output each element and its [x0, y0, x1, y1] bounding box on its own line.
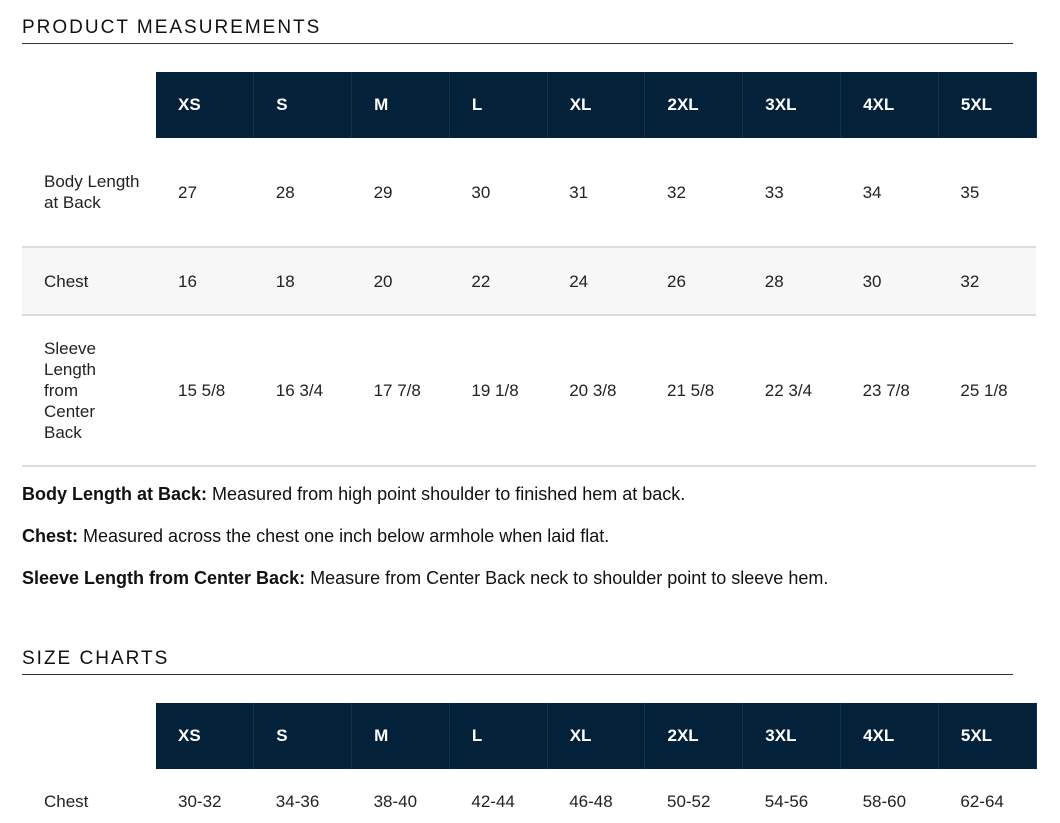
section-title-product-measurements: PRODUCT MEASUREMENTS [22, 17, 322, 38]
table-cell: 28 [743, 247, 841, 315]
table-cell: 33 [743, 138, 841, 247]
size-header-s: S [254, 72, 352, 138]
table-cell: 18 [254, 247, 352, 315]
table-row-chest [22, 769, 1036, 823]
table-cell: 27 [156, 138, 254, 247]
note-sleeve-length [22, 568, 828, 589]
table-cell: 16 3/4 [254, 315, 352, 466]
table-cell: 30 [449, 138, 547, 247]
header-blank-cell [22, 72, 156, 138]
size-header-xs: XS [156, 72, 254, 138]
table-cell: 15 5/8 [156, 315, 254, 466]
table-cell: 32 [938, 247, 1036, 315]
note-text: Measured across the chest one inch below armhole when laid flat. [78, 526, 610, 546]
table-row-sleeve-length [22, 315, 1036, 466]
row-label-chest: Chest [44, 791, 89, 811]
table-cell: 28 [254, 138, 352, 247]
size-header-3xl: 3XL [743, 703, 841, 769]
size-header-5xl: 5XL [938, 703, 1036, 769]
table-row-chest [22, 247, 1036, 315]
table-cell: 34 [841, 138, 939, 247]
table-cell: 24 [547, 247, 645, 315]
size-header-xl: XL [547, 703, 645, 769]
table-cell: 26 [645, 247, 743, 315]
product-measurements-table [22, 72, 1037, 467]
section-divider [22, 43, 1013, 44]
table-cell: 22 3/4 [743, 315, 841, 466]
size-header-m: M [352, 703, 450, 769]
size-header-l: L [449, 703, 547, 769]
note-term: Sleeve Length from Center Back: [22, 568, 306, 588]
size-header-m: M [352, 72, 450, 138]
table-cell: 62-64 [960, 791, 1004, 811]
table-cell: 16 [156, 247, 254, 315]
size-header-l: L [449, 72, 547, 138]
table-cell: 20 3/8 [547, 315, 645, 466]
row-label-sleeve-length: Sleeve Length from Center Back [22, 315, 156, 466]
note-term: Body Length at Back: [22, 484, 208, 504]
section-divider [22, 674, 1013, 675]
table-cell: 29 [352, 138, 450, 247]
note-body-length [22, 484, 828, 505]
table-cell: 50-52 [666, 791, 711, 811]
note-chest [22, 526, 828, 547]
table-cell: 31 [547, 138, 645, 247]
measurement-notes [22, 484, 828, 610]
table-cell: 38-40 [373, 791, 418, 811]
size-header-s: S [254, 703, 352, 769]
table-row-body-length [22, 138, 1036, 247]
size-header-3xl: 3XL [743, 72, 841, 138]
size-header-4xl: 4XL [841, 72, 939, 138]
table-cell: 35 [938, 138, 1036, 247]
table-cell: 46-48 [569, 791, 613, 811]
table-cell: 30-32 [178, 791, 222, 811]
table-cell: 32 [645, 138, 743, 247]
table-cell: 25 1/8 [938, 315, 1036, 466]
size-header-2xl: 2XL [645, 72, 743, 138]
header-blank-cell [22, 703, 156, 769]
note-term: Chest: [22, 526, 79, 546]
size-header-xl: XL [547, 72, 645, 138]
table-cell: 34-36 [275, 791, 320, 811]
table-cell: 58-60 [862, 791, 907, 811]
table-cell: 21 5/8 [645, 315, 743, 466]
row-label-body-length: Body Length at Back [22, 138, 156, 247]
table-cell: 30 [841, 247, 939, 315]
table-cell: 42-44 [471, 791, 515, 811]
table-cell: 23 7/8 [841, 315, 939, 466]
size-header-row [22, 72, 1036, 138]
table-cell: 20 [352, 247, 450, 315]
note-text: Measured from high point shoulder to finished hem at back. [207, 484, 686, 504]
table-cell: 19 1/8 [449, 315, 547, 466]
section-title-size-charts: SIZE CHARTS [22, 648, 170, 669]
table-cell: 54-56 [764, 791, 809, 811]
note-text: Measure from Center Back neck to shoulder point to sleeve hem. [305, 568, 829, 588]
table-cell: 17 7/8 [352, 315, 450, 466]
size-header-4xl: 4XL [841, 703, 939, 769]
row-label-chest: Chest [22, 247, 156, 315]
size-header-2xl: 2XL [645, 703, 743, 769]
size-header-5xl: 5XL [938, 72, 1036, 138]
size-chart-table [22, 703, 1037, 823]
size-header-xs: XS [156, 703, 254, 769]
size-header-row [22, 703, 1036, 769]
table-cell: 22 [449, 247, 547, 315]
